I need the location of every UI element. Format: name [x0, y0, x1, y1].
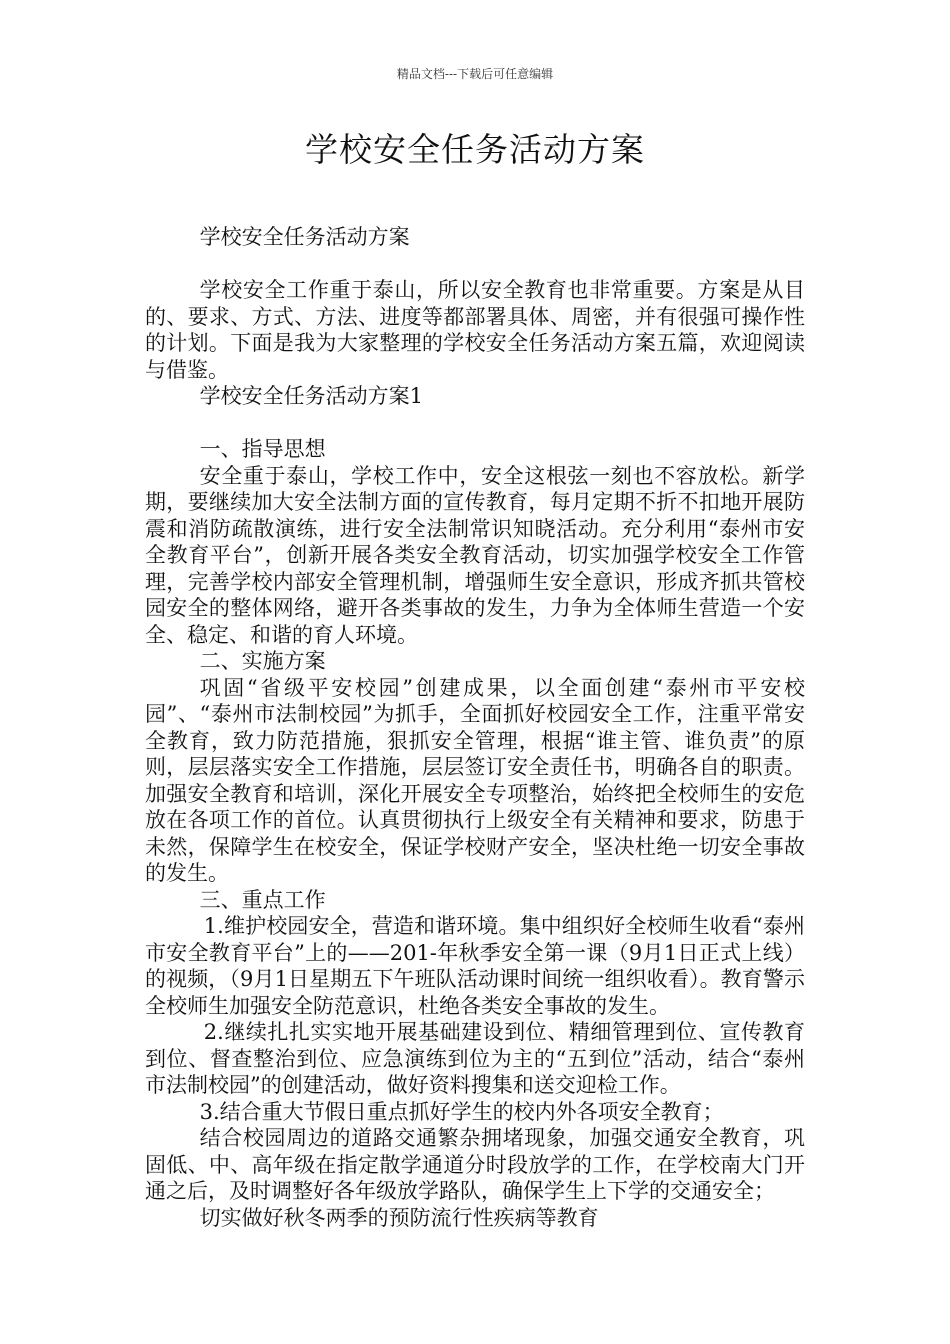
traffic-safety-paragraph: 结合校园周边的道路交通繁杂拥堵现象，加强交通安全教育，巩固低、中、高年级在指定散学通道分时段放学的工作，在学校南大门开通之后，及时调整好各年级放学路队，确保学生上下学的交通安全； — [145, 1126, 805, 1203]
subtitle-paragraph: 学校安全任务活动方案 — [199, 225, 410, 249]
key-work-item-2: 2.继续扎扎实实地开展基础建设到位、精细管理到位、宣传教育到位、督查整治到位、应急演练到位为主的“五到位”活动，结合“泰州市法制校园”的创建活动，做好资料搜集和送交迎检工作。 — [145, 1020, 805, 1097]
section-heading-key-work: 三、重点工作 — [199, 887, 326, 912]
key-work-item-1: 1.维护校园安全，营造和谐环境。集中组织好全校师生收看“泰州市安全教育平台”上的——201-年秋季安全第一课（9月1日正式上线）的视频，（9月1日星期五下午班队活动课时间统一组织收看）。教育警示全校师生加强安全防范意识，杜绝各类安全事故的发生。 — [145, 914, 805, 1018]
guiding-thought-paragraph: 安全重于泰山，学校工作中，安全这根弦一刻也不容放松。新学期，要继续加大安全法制方面的宣传教育，每月定期不折不扣地开展防震和消防疏散演练，进行安全法制常识知晓活动。充分利用“泰州市安全教育平台”，创新开展各类安全教育活动，切实加强学校安全工作管理，完善学校内部安全管理机制，增强师生安全意识，形成齐抓共管校园安全的整体网络，避开各类事故的发生，力争为全体师生营造一个安全、稳定、和谐的育人环境。 — [145, 463, 805, 647]
intro-paragraph: 学校安全工作重于泰山，所以安全教育也非常重要。方案是从目的、要求、方式、方法、进度等都部署具体、周密，并有很强可操作性的计划。下面是我为大家整理的学校安全任务活动方案五篇，欢迎阅读与借鉴。 — [145, 278, 805, 382]
paragraph-gap — [145, 251, 805, 278]
header-note: 精品文档---下载后可任意编辑 — [396, 67, 554, 81]
paragraph-gap — [145, 410, 805, 437]
section-heading-plan-1: 学校安全任务活动方案1 — [199, 384, 423, 408]
key-work-item-3: 3.结合重大节假日重点抓好学生的校内外各项安全教育； — [199, 1099, 724, 1124]
implementation-paragraph: 巩固“省级平安校园”创建成果，以全面创建“泰州市平安校园”、“泰州市法制校园”为抓手，全面抓好校园安全工作，注重平常安全教育，致力防范措施，狠抓安全管理，根据“谁主管、谁负责”的原则，层层落实安全工作措施，层层签订安全责任书，明确各自的职责。加强安全教育和培训，深化开展安全专项整治，始终把全校师生的安危放在各项工作的首位。认真贯彻执行上级安全有关精神和要求，防患于未然，保障学生在校安全，保证学校财产安全，坚决杜绝一切安全事故的发生。 — [145, 675, 805, 885]
section-heading-guiding-thought: 一、指导思想 — [199, 437, 326, 461]
disease-prevention-paragraph: 切实做好秋冬两季的预防流行性疾病等教育 — [199, 1205, 599, 1230]
document-title: 学校安全任务活动方案 — [305, 130, 645, 169]
document-body — [145, 224, 805, 1231]
section-heading-implementation: 二、实施方案 — [199, 649, 326, 673]
